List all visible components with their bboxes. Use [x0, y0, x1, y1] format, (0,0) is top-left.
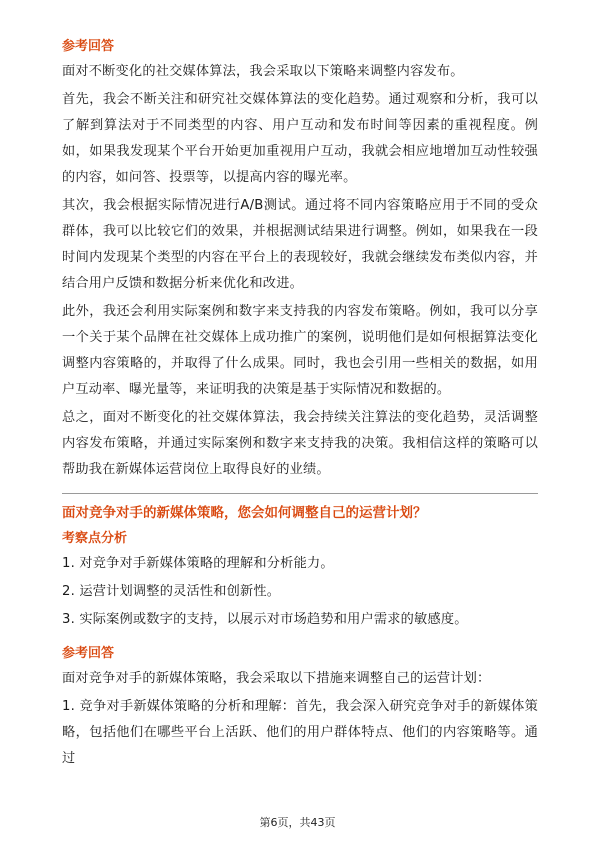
question-title: 面对竞争对手的新媒体策略，您会如何调整自己的运营计划？ — [62, 505, 427, 521]
analysis-item: 1. 对竞争对手新媒体策略的理解和分析能力。 — [62, 556, 334, 571]
spacer — [62, 635, 538, 645]
section-divider — [62, 493, 538, 494]
page-number: 第6页，共43页 — [259, 816, 336, 829]
paragraph: 面对竞争对手的新媒体策略，我会采取以下措施来调整自己的运营计划： — [62, 671, 491, 686]
analysis-item: 3. 实际案例或数字的支持，以展示对市场趋势和用户需求的敏感度。 — [62, 612, 468, 627]
paragraph: 首先，我会不断关注和研究社交媒体算法的变化趋势。通过观察和分析，我可以了解到算法对于不同类型的内容、用户互动和发布时间等因素的重视程度。例如，如果我发现某个平台开始更加重视用户互动，我就会相应地增加互动性较强的内容，如问答、投票等，以提高内容的曝光率。 — [62, 92, 538, 185]
analysis-item: 2. 运营计划调整的灵活性和创新性。 — [62, 584, 281, 599]
analysis-heading: 考察点分析 — [62, 531, 128, 546]
answer-heading: 参考回答 — [62, 646, 115, 661]
document-page — [62, 38, 538, 774]
paragraph: 此外，我还会利用实际案例和数字来支持我的内容发布策略。例如，我可以分享一个关于某个品牌在社交媒体上成功推广的案例，说明他们是如何根据算法变化调整内容策略的，并取得了什么成果。同时，我也会引用一些相关的数据，如用户互动率、曝光量等，来证明我的决策是基于实际情况和数据的。 — [62, 304, 538, 397]
paragraph: 面对不断变化的社交媒体算法，我会采取以下策略来调整内容发布。 — [62, 64, 464, 79]
paragraph: 1. 竞争对手新媒体策略的分析和理解：首先，我会深入研究竞争对手的新媒体策略，包括他们在哪些平台上活跃、他们的用户群体特点、他们的内容策略等。通过 — [62, 699, 538, 766]
section-heading-reference-answer: 参考回答 — [62, 39, 115, 54]
paragraph: 总之，面对不断变化的社交媒体算法，我会持续关注算法的变化趋势，灵活调整内容发布策略，并通过实际案例和数字来支持我的决策。我相信这样的策略可以帮助我在新媒体运营岗位上取得良好的业绩。 — [62, 410, 538, 477]
paragraph: 其次，我会根据实际情况进行A/B测试。通过将不同内容策略应用于不同的受众群体，我可以比较它们的效果，并根据测试结果进行调整。例如，如果我在一段时间内发现某个类型的内容在平台上的表现较好，我就会继续发布类似内容，并结合用户反馈和数据分析来优化和改进。 — [62, 198, 538, 291]
